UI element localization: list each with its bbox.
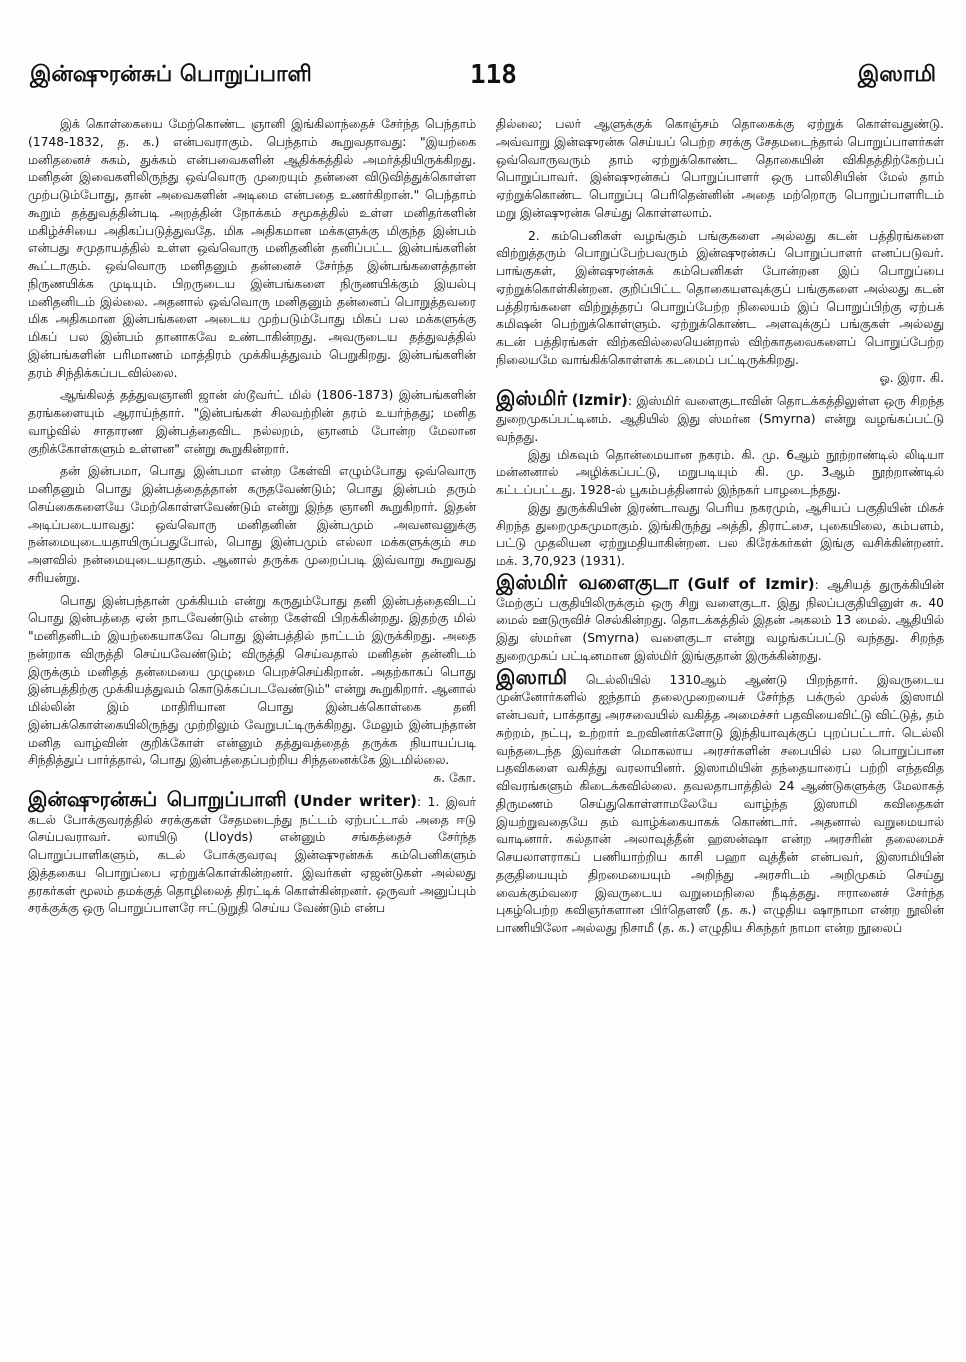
entry-text: : ஆசியத் துருக்கியின் மேற்குப் பகுதியிலிருக்கும் ஒரு சிறு வளைகுடா. இது நிலப்பகுதியினுள் சு. 40 மைல் ஊடுருவிச் செல்கின்றது. தொடக்கத்தில் இதன் அகலம் 13 மைல். ஆதியில் இது ஸ்மர்ன (Smyrna) வளைகுடா என்று வழங்கப்பட்டு வந்தது. சிறந்த துறைமுகப் பட்டினமான இஸ்மிர் இங்குதான் இருக்கின்றது.: [496, 577, 944, 663]
entry-heading: இஸாமி: [496, 664, 568, 689]
entry-english-term: (Under writer): [293, 791, 418, 810]
running-title-right: இஸாமி: [857, 62, 936, 87]
entry-heading: இஸ்மிர் வளைகுடா: [496, 569, 679, 594]
page-header: [30, 62, 936, 96]
entry-izmir: [496, 387, 944, 446]
paragraph: இக் கொள்கையை மேற்கொண்ட ஞானி இங்கிலாந்தைச் சேர்ந்த பெந்தாம் (1748-1832, த. க.) என்பவராகும். பெந்தாம் கூறுவதாவது: "இயற்கை மனிதனைச் சுகம், துக்கம் என்பவைகளின் ஆதிக்கத்தில் அமர்த்தியிருக்கிறது. மனிதன் இவைகளிலிருந்து ஒவ்வொரு முறையும் தன்னை விடுவித்துக்கொள்ள முற்படும்போது, தான் அவைகளின் அடிமை என்பதை உணர்கிறான்." பெந்தாம் கூறும் தத்துவத்தின்படி அறத்தின் நோக்கம் சமூகத்தில் உள்ள மனிதர்களின் மகிழ்ச்சியை அதிகப்படுத்துவதே. மிக அதிகமான மக்களுக்கு மிகுந்த இன்பம் என்பது சமுதாயத்தில் உள்ள ஒவ்வொரு மனிதனின் தனிப்பட்ட இன்பங்களின் கூட்டாகும். ஒவ்வொரு மனிதனும் தன்னைச் சேர்ந்த இன்பங்களைத்தான் நிருணயிக்க முடியும். பிறருடைய இன்பங்களை நிருணயிக்கும் இயல்பு மனிதனிடம் இல்லை. அதனால் ஒவ்வொரு மனிதனும் தன்னைப் பொறுத்தவரை மிக அதிகமான இன்பங்களை அடைய முற்படும்போது மிகப் பல மக்களுக்கு மிகப் பல இன்பம் தானாகவே உண்டாகின்றது. அவருடைய தத்துவத்தில் இன்பங்களின் பரிமாணம் மாத்திரம் முக்கியத்துவம் பெறுகிறது. இன்பங்களின் தரம் சிந்திக்கப்படவில்லை.: [28, 117, 476, 380]
page-number: 118: [470, 60, 517, 90]
author-initials: ஓ. இரா. கி.: [879, 370, 944, 385]
paragraph: ஆங்கிலத் தத்துவஞானி ஜான் ஸ்டூவர்ட் மில் (1806-1873) இன்பங்களின் தரங்களையும் ஆராய்ந்தார். "இன்பங்கள் சிலவற்றின் தரம் உயர்ந்தது; மனித வாழ்வில் சாதாரண இன்பத்தைவிட நல்லறம், ஞானம் போன்ற மேலான குறிக்கோள்களும் உள்ளன" என்று கூறுகின்றார்.: [28, 388, 476, 456]
entry-isami: [496, 666, 944, 938]
entry-english-term: (Gulf of Izmir): [687, 574, 815, 593]
entry-text: : 1. இவர் கடல் போக்குவரத்தில் சரக்குகள் சேதமடைந்து நட்டம் ஏற்பட்டால் அதை ஈடு செய்பவராவர். லாயிடு (Lloyds) என்னும் சங்கத்தைச் சேர்ந்த பொறுப்பாளிகளும், கடல் போக்குவரவு இன்ஷுரன்சுக் கம்பெனிகளும் இத்தகைய பொறுப்பை ஏற்றுக்கொள்கின்றனர். இவர்கள் ஏஜன்டுகள் அல்லது தரகர்கள் மூலம் தமக்குத் தொழிலைத் திரட்டிக் கொள்கின்றனர். ஒருவர் அனுப்பும் சரக்குக்கு ஒரு பொறுப்பாளரே ஈட்டுறுதி செய்ய வேண்டும் என்ப: [28, 794, 476, 916]
paragraph: தன் இன்பமா, பொது இன்பமா என்ற கேள்வி எழும்போது ஒவ்வொரு மனிதனும் பொது இன்பத்தைத்தான் கருதவேண்டும்; பொது இன்பம் தரும் செய்கைகளையே மேற்கொள்ளவேண்டும் என்று இந்த ஞானி கூறுகிறார். இதன் அடிப்படையாவது: ஒவ்வொரு மனிதனின் இன்பமும் அவனவனுக்கு நன்மையுடையதாயிருப்பதுபோல், பொது இன்பமும் எல்லா மக்களுக்கும் சம அளவில் நன்மையுடையதாகும். ஆனால் தருக்க முறைப்படி இவ்வாறு கூறுவது சரியன்று.: [28, 464, 476, 585]
entry-underwriter: [28, 788, 476, 918]
column-divider: [484, 116, 485, 1352]
entry-heading: இஸ்மிர்: [496, 386, 568, 411]
author-initials: சு. கோ.: [433, 771, 476, 785]
running-title-left: இன்ஷுரன்சுப் பொறுப்பாளி: [30, 62, 312, 87]
right-column: [496, 116, 944, 1351]
paragraph: பொது இன்பந்தான் முக்கியம் என்று கருதும்போது தனி இன்பத்தைவிடப் பொது இன்பத்தை ஏன் நாடவேண்டும் என்ற கேள்வி பிறக்கின்றது. இதற்கு மில் "மனிதனிடம் இயற்கையாகவே பொது இன்பத்தில் நாட்டம் இருக்கிறது. அதை நன்றாக விருத்தி செய்யவேண்டும்; விருத்தி செய்வதால் மனிதன் தன்னிடம் இருக்கும் மனிதத் தன்மையை முழுமை பெறச்செய்கிறான். அதற்காகப் பொது இன்பத்திற்கு முக்கியத்துவம் கொடுக்கப்படவேண்டும்" என்று கூறுகிறார். ஆனால் மில்லின் இம் மாதிரியான பொது இன்பக்கொள்கை தனி இன்பக்கொள்கையிலிருந்து முற்றிலும் வேறுபட்டிருக்கிறது. மேலும் இன்பந்தான் மனித வாழ்வின் குறிக்கோள் என்னும் தத்துவத்தைத் தருக்க நியாயப்படி சிந்தித்துப் பார்த்தால், பொது இன்பத்தைப்பற்றிய சிந்தனைக்கே இடமில்லை.: [28, 593, 476, 768]
paragraph: 2. கம்பெனிகள் வழங்கும் பங்குகளை அல்லது கடன் பத்திரங்களை விற்றுத்தரும் பொறுப்பேற்பவரும் இன்ஷுரன்சுப் பொறுப்பாளர் எனப்படுவர். பாங்குகள், இன்ஷுரன்சுக் கம்பெனிகள் போன்றன இப் பொறுப்பை ஏற்றுக்கொள்கின்றன. குறிப்பிட்ட தொகையளவுக்குப் பங்குகளை அல்லது கடன் பத்திரங்களை விற்றுத்தரப் பொறுப்பேற்ற நிலையம் இப் பொறுப்பிற்கு ஏற்பக் கமிஷன் பெற்றுக்கொள்ளும். ஏற்றுக்கொண்ட அளவுக்குப் பங்குகள் அல்லது கடன் பத்திரங்கள் விற்கவில்லையென்றால் விற்காதவைகளைப் பொறுப்பேற்ற நிலையமே வாங்கிக்கொள்ளக் கடமைப் பட்டிருக்கிறது.: [496, 228, 944, 367]
paragraph: இது துருக்கியின் இரண்டாவது பெரிய நகரமும், ஆசியப் பகுதியின் மிகச் சிறந்த துறைமுகமுமாகும். இங்கிருந்து அத்தி, திராட்சை, புகையிலை, கம்பளம், பட்டு முதலியன ஏற்றுமதியாகின்றன. பல கிரேக்கர்கள் இங்கு வசிக்கின்றனர். மக். 3,70,923 (1931).: [496, 500, 944, 568]
entry-english-term: (Izmir): [571, 391, 628, 410]
entry-text: டெல்லியில் 1310ஆம் ஆண்டு பிறந்தார். இவருடைய முன்னோர்களில் ஐந்தாம் தலைமுறையைச் சேர்ந்த பக்ருல் முல்க் இஸாமி என்பவர், பாக்தாது அரசவையில் வகித்த அமைச்சர் பதவியைவிட்டு விட்டுத், தம் சுற்றம், நட்பு, உற்றார் உறவினர்களோடு இந்தியாவுக்குப் புறப்பட்டார். டெல்லி வந்தடைந்த இவர்கள் மொகலாய அரசர்களின் சபையில் பல பொறுப்பான பதவிகளை வகித்து வரலாயினர். இஸாமியின் தந்தையாரைப் பற்றி எந்தவித விவரங்களும் கிடைக்கவில்லை. தவலதாபாத்தில் 24 ஆண்டுகளுக்கு மேலாகத் திருமணம் செய்துகொள்ளாமலேயே வாழ்ந்த இஸாமி கவிதைகள் இயற்றுவதையே தம் வாழ்க்கையாகக் கொண்டார். அதனால் வறுமையால் வாடினார். சுல்தான் அலாவுத்தீன் ஹஸன்ஷா என்ற அரசரின் தலைமைச் செயலாளராகப் பணியாற்றிய காசி பஹா வுத்தீன் என்பவர், இஸாமியின் தகுதியையும் திறமையையும் அறிந்து அரசரிடம் அறிமுகம் செய்து வைக்கும்வரை இவருடைய வறுமைநிலை நீடித்தது. ஈரானைச் சேர்ந்த புகழ்பெற்ற கவிஞர்களான பிர்தௌஸீ (த. க.) எழுதிய ஷாநாமா என்ற நூலின் பாணியிலோ அல்லது நிசாமீ (த. க.) எழுதிய சிகந்தர் நாமா என்ற நூலைப்: [496, 672, 944, 935]
left-column: [28, 116, 476, 1351]
paragraph: இது மிகவும் தொன்மையான நகரம். கி. மு. 6ஆம் நூற்றாண்டில் லிடியா மன்னனால் அழிக்கப்பட்டு, மறுபடியும் கி. மு. 3ஆம் நூற்றாண்டில் கட்டப்பட்டது. 1928-ல் பூகம்பத்தினால் இந்நகர் பாழடைந்தது.: [496, 447, 944, 497]
entry-heading: இன்ஷுரன்சுப் பொறுப்பாளி: [28, 786, 287, 811]
entry-text: : இஸ்மிர் வளைகுடாவின் தொடக்கத்திலுள்ள ஒரு சிறந்த துறைமுகப்பட்டினம். ஆதியில் இது ஸ்மர்ன (Smyrna) என்று வழங்கப்பட்டு வந்தது.: [496, 394, 944, 444]
entry-gulf-of-izmir: [496, 571, 944, 666]
paragraph: தில்லை; பலர் ஆளுக்குக் கொஞ்சம் தொகைக்கு ஏற்றுக் கொள்வதுண்டு. அவ்வாறு இன்ஷுரன்சு செய்யப் பெற்ற சரக்கு சேதமடைந்தால் பொறுப்பாளர்கள் ஒவ்வொருவரும் தாம் ஏற்றுக்கொண்ட தொகையின் விகிதத்திற்கேற்பப் பொறுப்பாவர். இன்ஷுரன்சுப் பொறுப்பாளர் ஒரு பாலிசியின் மேல் தாம் ஏற்றுக்கொண்ட பொறுப்பு பெரிதென்னின் அதை மற்றொரு பொறுப்பாளரிடம் மறு இன்ஷுரன்சு செய்து கொள்ளலாம்.: [496, 117, 944, 220]
